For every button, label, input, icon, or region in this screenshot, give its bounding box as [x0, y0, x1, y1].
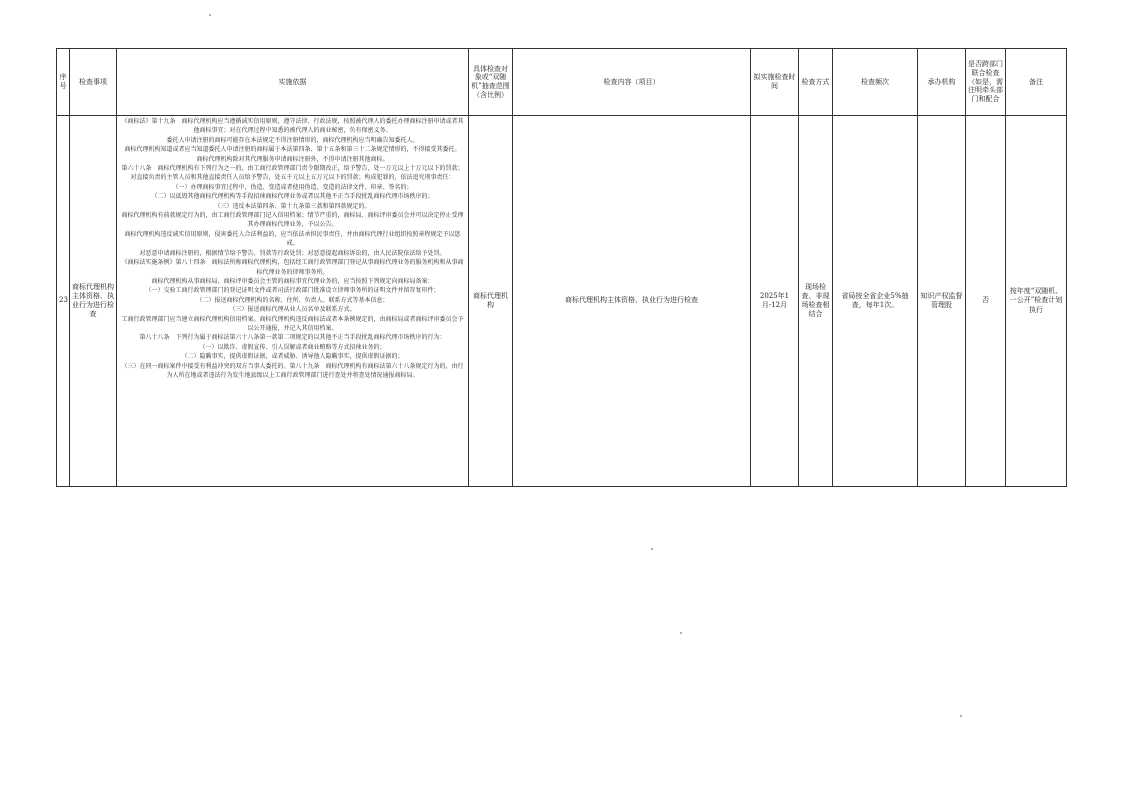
basis-paragraph: 对恶意申请商标注册的，根据情节给予警告、罚款等行政处罚；对恶意提起商标诉讼的，由人民法院依法给予处罚。: [139, 249, 446, 257]
cell-frequency: 省局按全省企业5%抽查，每年1次。: [833, 116, 918, 487]
basis-paragraph: （一）办理商标事宜过程中，伪造、变造或者使用伪造、变造的法律文件、印章、签名的；: [172, 183, 413, 191]
scan-speck: [680, 632, 682, 634]
cell-joint: 否: [966, 116, 1006, 487]
cell-time: 2025年1月-12月: [751, 116, 799, 487]
inspection-table: [56, 48, 1067, 487]
basis-paragraph: （三）违反本法第四条、第十九条第三款和第四款规定的。: [214, 202, 371, 210]
basis-paragraph: 工商行政管理部门应当建立商标代理机构信用档案。商标代理机构违反商标法或者本条例规定的，由商标局或者商标评审委员会予以公开通报，并记入其信用档案。: [121, 315, 464, 332]
basis-paragraph: 商标代理机构从事商标局、商标评审委员会主管的商标事宜代理业务的，应当按照下列规定向商标局备案：: [151, 277, 434, 285]
header-basis: 实施依据: [117, 49, 469, 116]
cell-basis: [117, 116, 469, 487]
scan-speck: [960, 715, 962, 717]
table-row: [57, 116, 1067, 487]
cell-seq: 23: [57, 116, 70, 487]
header-org: 承办机构: [918, 49, 966, 116]
cell-org: 知识产权监督管理股: [918, 116, 966, 487]
header-frequency: 检查频次: [833, 49, 918, 116]
cell-method: 现场检查、非现场检查相结合: [799, 116, 833, 487]
header-time: 拟实施检查时间: [751, 49, 799, 116]
header-method: 检查方式: [799, 49, 833, 116]
basis-paragraph: 《商标法实施条例》第八十四条 商标法所称商标代理机构，包括经工商行政管理部门登记从事商标代理业务的服务机构和从事商标代理业务的律师事务所。: [121, 259, 464, 276]
basis-paragraph: （一）交验工商行政管理部门的登记证明文件或者司法行政部门批准设立律师事务所的证明文件并留存复印件；: [145, 287, 440, 295]
basis-paragraph: 委托人申请注册的商标可能存在本法规定不得注册情形的，商标代理机构应当明确告知委托人。: [166, 136, 419, 144]
basis-paragraph: 《商标法》第十九条 商标代理机构应当遵循诚实信用原则，遵守法律、行政法规，按照被代理人的委托办理商标注册申请或者其他商标事宜；对在代理过程中知悉的被代理人的商业秘密，负有保密义务。: [121, 118, 464, 135]
basis-paragraph: 商标代理机构知道或者应当知道委托人申请注册的商标属于本法第四条、第十五条和第三十二条规定情形的，不得接受其委托。: [124, 146, 461, 154]
cell-object: 商标代理机构: [469, 116, 513, 487]
header-seq: 序号: [57, 49, 70, 116]
header-row: [57, 49, 1067, 116]
basis-paragraph: （三）在同一商标案件中接受有利益冲突的双方当事人委托的。第八十九条 商标代理机构有商标法第六十八条规定行为的，由行为人所在地或者违法行为发生地县级以上工商行政管理部门进行查处并将查处情况通报商标局。: [121, 362, 464, 379]
cell-item: 商标代理机构主体资格、执业行为进行检查: [70, 116, 117, 487]
cell-note: 按年度“双随机、一公开”检查计划执行: [1006, 116, 1067, 487]
basis-paragraph: （二）隐瞒事实，提供虚假证据，或者威胁、诱导他人隐瞒事实，提供虚假证据的；: [181, 353, 404, 361]
basis-paragraph: 第六十八条 商标代理机构有下列行为之一的，由工商行政管理部门责令限期改正，给予警告，处一万元以上十万元以下的罚款；对直接负责的主管人员和其他直接责任人员给予警告，处五千元以上五万元以下的罚款；构成犯罪的，依法追究刑事责任：: [121, 165, 464, 182]
scan-speck: [651, 548, 653, 550]
header-item: 检查事项: [70, 49, 117, 116]
basis-paragraph: （二）以诋毁其他商标代理机构等手段招徕商标代理业务或者以其他不正当手段扰乱商标代理市场秩序的；: [151, 193, 434, 201]
basis-paragraph: （二）报送商标代理机构的名称、住所、负责人、联系方式等基本信息；: [196, 296, 389, 304]
basis-text-block: [119, 117, 466, 485]
basis-paragraph: （一）以欺诈、虚假宣传、引人误解或者商业贿赂等方式招徕业务的；: [199, 343, 386, 351]
header-note: 备注: [1006, 49, 1067, 116]
basis-paragraph: 商标代理机构除对其代理服务申请商标注册外，不得申请注册其他商标。: [196, 155, 389, 163]
basis-paragraph: 第八十八条 下列行为属于商标法第六十八条第一款第二项规定的以其他不正当手段扰乱商标代理市场秩序的行为：: [139, 334, 446, 342]
header-joint: 是否跨部门联合检查（如是，需注明牵头部门和配合: [966, 49, 1006, 116]
scan-speck: [209, 14, 211, 16]
header-content: 检查内容（项目）: [513, 49, 751, 116]
header-object: 具体检查对象或“双随机”抽查范围（含比例）: [469, 49, 513, 116]
basis-paragraph: （三）报送商标代理从业人员名单及联系方式。: [229, 306, 356, 314]
cell-content: 商标代理机构主体资格、执业行为进行检查: [513, 116, 751, 487]
basis-paragraph: 商标代理机构有前款规定行为的，由工商行政管理部门记入信用档案；情节严重的，商标局、商标评审委员会并可以决定停止受理其办理商标代理业务，予以公告。: [121, 212, 464, 229]
basis-paragraph: 商标代理机构违反诚实信用原则，侵害委托人合法利益的，应当依法承担民事责任，并由商标代理行业组织按照章程规定予以惩戒。: [124, 230, 461, 248]
